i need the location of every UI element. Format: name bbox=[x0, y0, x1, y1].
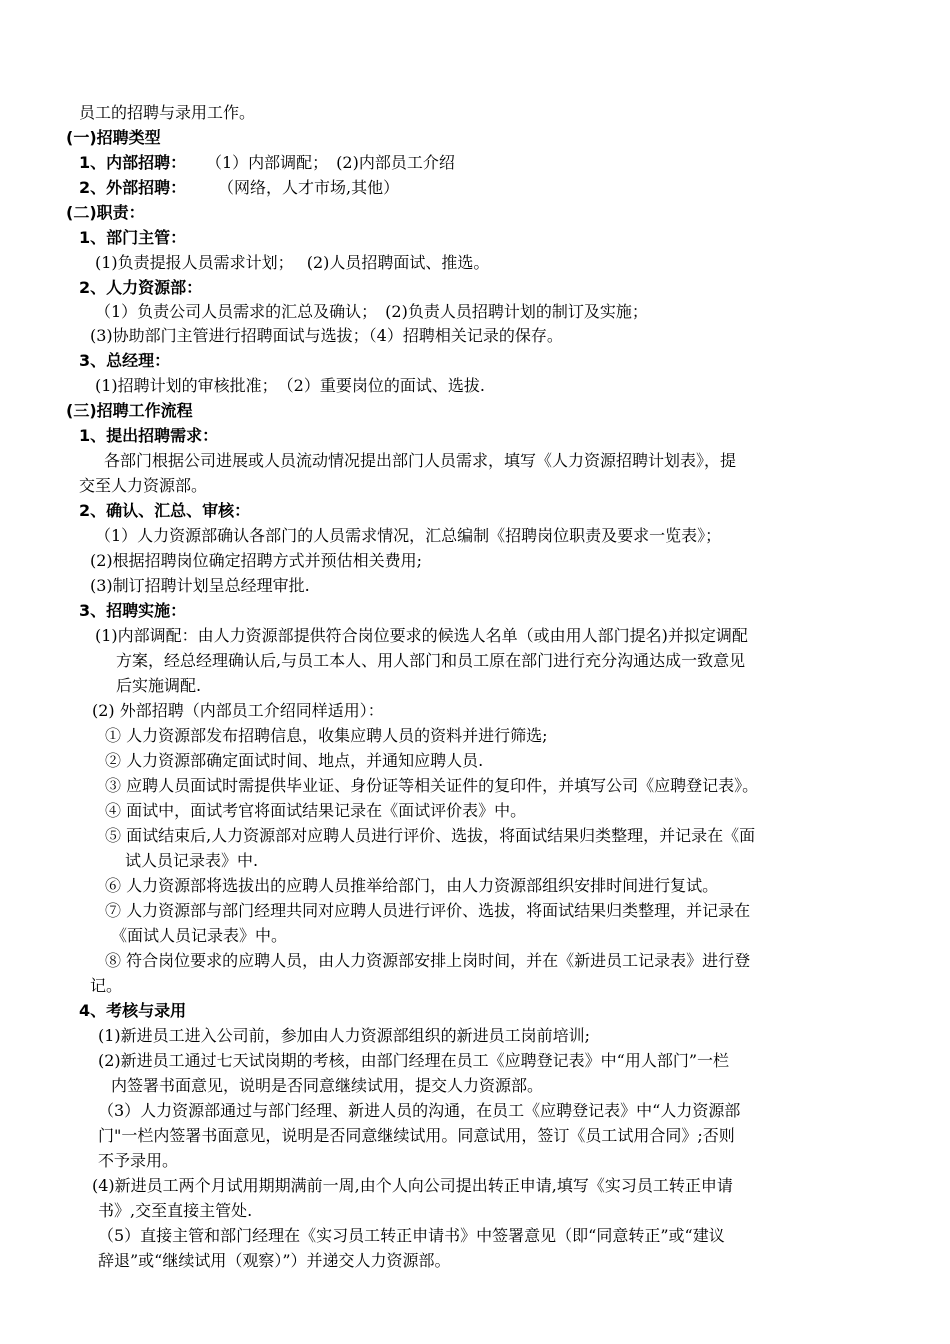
text-line: (2)根据招聘岗位确定招聘方式并预估相关费用; bbox=[90, 551, 423, 570]
section-heading: (一)招聘类型 bbox=[66, 128, 161, 147]
text-line: (2) 外部招聘（内部员工介绍同样适用）： bbox=[92, 701, 384, 720]
text-line: 记。 bbox=[90, 976, 123, 995]
text-line: （3）人力资源部通过与部门经理、新进人员的沟通，在员工《应聘登记表》中“人力资源部 bbox=[98, 1101, 741, 1120]
subheading: 1、内部招聘： bbox=[79, 153, 187, 172]
subheading: 2、确认、汇总、审核： bbox=[79, 501, 251, 520]
text-line: （网络，人才市场,其他） bbox=[218, 178, 400, 197]
text-line: 内签署书面意见，说明是否同意继续试用，提交人力资源部。 bbox=[111, 1076, 544, 1095]
list-item: ⑤ 面试结束后,人力资源部对应聘人员进行评价、选拔，将面试结果归类整理，并记录在《面 bbox=[105, 826, 756, 845]
text-line: (3)协助部门主管进行招聘面试与选拔；（4）招聘相关记录的保存。 bbox=[90, 326, 563, 345]
subheading: 3、总经理： bbox=[79, 351, 171, 370]
text-line: (1)新进员工进入公司前，参加由人力资源部组织的新进员工岗前培训; bbox=[98, 1026, 591, 1045]
text-line: 门"一栏内签署书面意见，说明是否同意继续试用。同意试用，签订《员工试用合同》;否则 bbox=[98, 1126, 735, 1145]
list-item: ⑥ 人力资源部将选拔出的应聘人员推举给部门，由人力资源部组织安排时间进行复试。 bbox=[105, 876, 719, 895]
subheading: 1、部门主管： bbox=[79, 228, 187, 247]
text-line: （1）内部调配； (2)内部员工介绍 bbox=[206, 153, 455, 172]
text-line: 不予录用。 bbox=[98, 1151, 179, 1170]
section-heading: (二)职责： bbox=[66, 203, 145, 222]
subheading: 2、外部招聘： bbox=[79, 178, 187, 197]
text-line: 各部门根据公司进展或人员流动情况提出部门人员需求，填写《人力资源招聘计划表》，提 bbox=[104, 451, 737, 470]
list-item: ③ 应聘人员面试时需提供毕业证、身份证等相关证件的复印件，并填写公司《应聘登记表》。 bbox=[105, 776, 759, 795]
list-item: ⑦ 人力资源部与部门经理共同对应聘人员进行评价、选拔，将面试结果归类整理，并记录在 bbox=[105, 901, 751, 920]
list-item: ④ 面试中，面试考官将面试结果记录在《面试评价表》中。 bbox=[105, 801, 527, 820]
text-line: 书》,交至直接主管处. bbox=[98, 1201, 253, 1220]
text-line: (2)新进员工通过七天试岗期的考核，由部门经理在员工《应聘登记表》中“用人部门”一栏 bbox=[98, 1051, 730, 1070]
text-line: 方案，经总经理确认后,与员工本人、用人部门和员工原在部门进行充分沟通达成一致意见 bbox=[116, 651, 746, 670]
list-item: ② 人力资源部确定面试时间、地点，并通知应聘人员. bbox=[105, 751, 484, 770]
subheading: 3、招聘实施： bbox=[79, 601, 187, 620]
text-line: (1)招聘计划的审核批准； （2）重要岗位的面试、选拔. bbox=[95, 376, 485, 395]
list-item: ⑧ 符合岗位要求的应聘人员，由人力资源部安排上岗时间，并在《新进员工记录表》进行登 bbox=[105, 951, 751, 970]
text-line: 试人员记录表》中. bbox=[125, 851, 259, 870]
text-line: 辞退”或“继续试用（观察）”）并递交人力资源部。 bbox=[98, 1251, 451, 1270]
text-line: 《面试人员记录表》中。 bbox=[111, 926, 288, 945]
subheading: 1、提出招聘需求： bbox=[79, 426, 219, 445]
subheading: 4、考核与录用 bbox=[79, 1001, 187, 1020]
text-line: (3)制订招聘计划呈总经理审批. bbox=[90, 576, 310, 595]
text-line: 交至人力资源部。 bbox=[79, 476, 208, 495]
text-line: (1)负责提报人员需求计划； (2)人员招聘面试、推选。 bbox=[95, 253, 490, 272]
text-line: (4)新进员工两个月试用期期满前一周,由个人向公司提出转正申请,填写《实习员工转正申请 bbox=[92, 1176, 733, 1195]
text-line: 员工的招聘与录用工作。 bbox=[79, 103, 256, 122]
section-heading: (三)招聘工作流程 bbox=[66, 401, 193, 420]
text-line: (1)内部调配：由人力资源部提供符合岗位要求的候选人名单（或由用人部门提名)并拟定调配 bbox=[95, 626, 748, 645]
text-line: （1）人力资源部确认各部门的人员需求情况，汇总编制《招聘岗位职责及要求一览表》； bbox=[95, 526, 722, 545]
text-line: （1）负责公司人员需求的汇总及确认； (2)负责人员招聘计划的制订及实施； bbox=[95, 302, 648, 321]
list-item: ① 人力资源部发布招聘信息，收集应聘人员的资料并进行筛选; bbox=[105, 726, 548, 745]
subheading: 2、人力资源部： bbox=[79, 278, 203, 297]
text-line: 后实施调配. bbox=[116, 676, 202, 695]
text-line: （5）直接主管和部门经理在《实习员工转正申请书》中签署意见（即“同意转正”或“建议 bbox=[98, 1226, 725, 1245]
